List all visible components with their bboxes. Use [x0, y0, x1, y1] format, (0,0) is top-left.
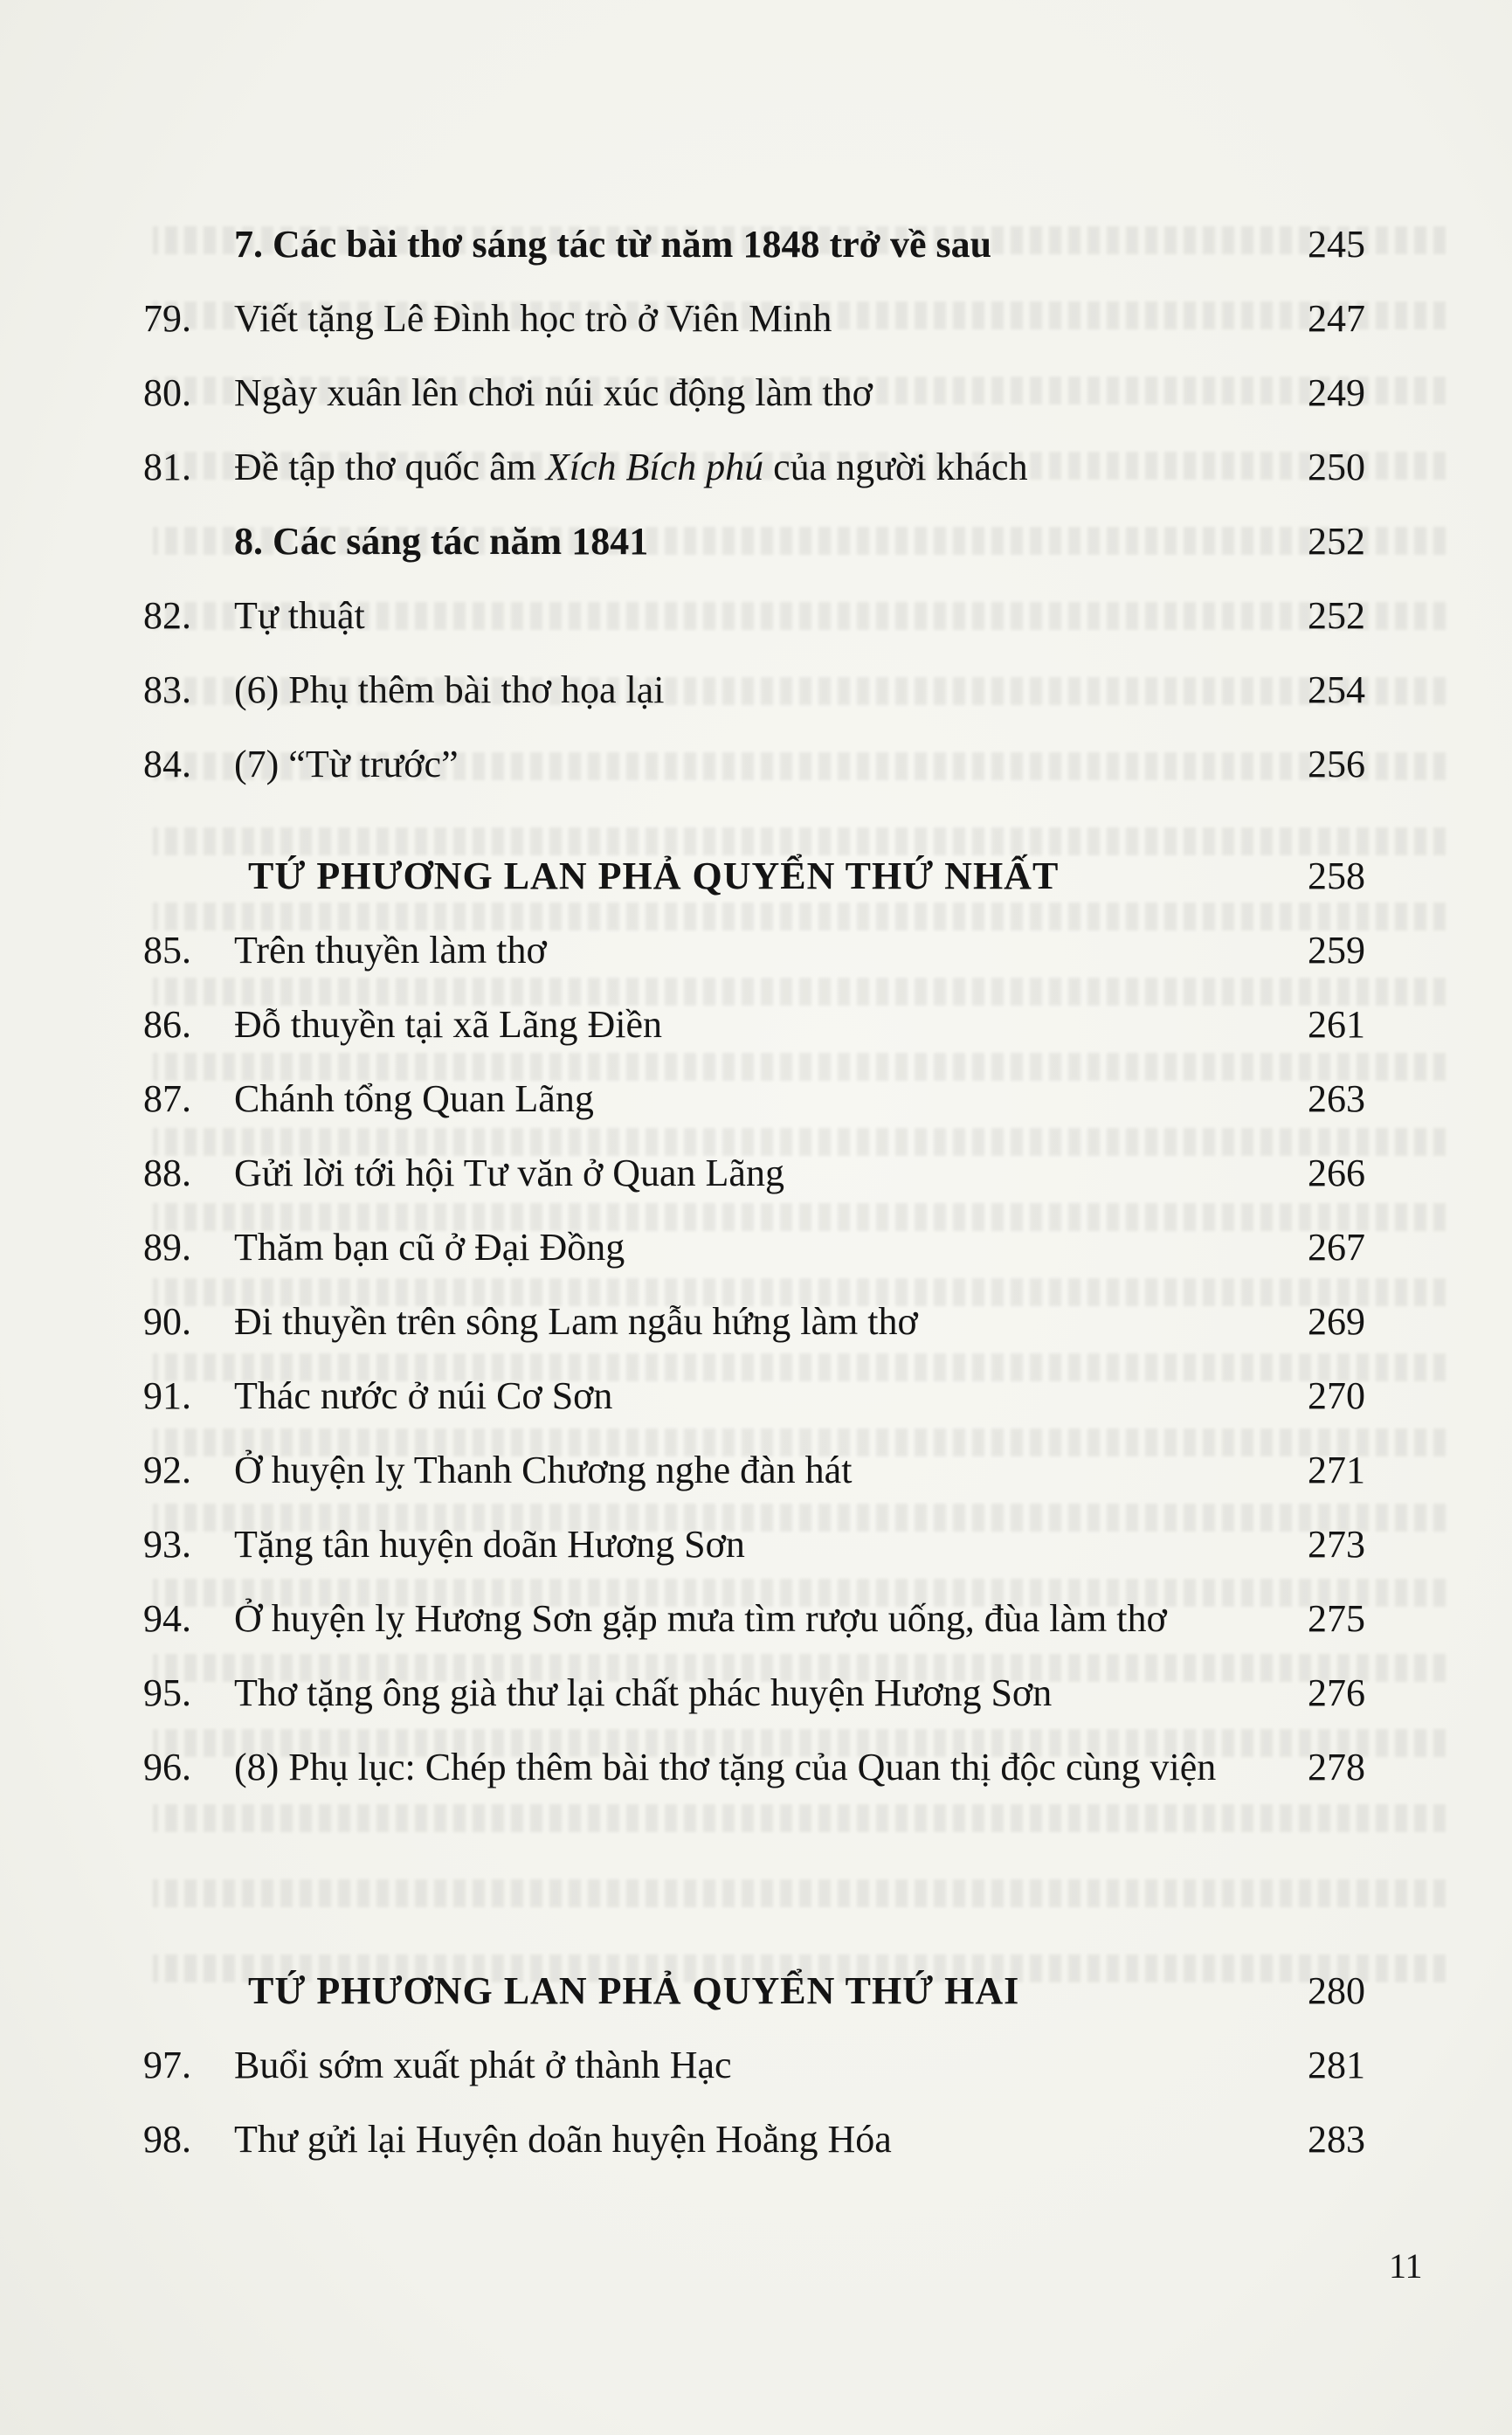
toc-volume-heading: TỨ PHƯƠNG LAN PHẢ QUYỂN THỨ NHẤT: [248, 854, 1060, 897]
toc-entry-row: [0, 994, 1512, 1055]
toc-entry-number: 85.: [143, 929, 191, 972]
toc-entry-number: 88.: [143, 1152, 191, 1194]
toc-entry-row: [0, 1366, 1512, 1427]
toc-entry-row: [0, 2035, 1512, 2096]
toc-entry-title: Thăm bạn cũ ở Đại Đồng: [234, 1226, 625, 1269]
toc-entry-number: 82.: [143, 594, 191, 637]
toc-title-part: Đề tập thơ quốc âm: [234, 446, 546, 488]
toc-entry-row: [0, 1069, 1512, 1130]
toc-heading-row: [0, 1961, 1512, 2022]
toc-entry-row: [0, 920, 1512, 981]
toc-entry-title: (8) Phụ lục: Chép thêm bài thơ tặng của Quan thị độc cùng viện: [234, 1746, 1217, 1788]
toc-entry-row: [0, 288, 1512, 349]
toc-page-number: 276: [1308, 1671, 1365, 1714]
toc-page-number: 247: [1308, 297, 1365, 340]
toc-entry-title: Ở huyện lỵ Thanh Chương nghe đàn hát: [234, 1449, 853, 1491]
toc-page-number: 256: [1308, 743, 1365, 785]
toc-entry-number: 94.: [143, 1597, 191, 1640]
toc-entry-row: [0, 1588, 1512, 1650]
toc-volume-heading: TỨ PHƯƠNG LAN PHẢ QUYỂN THỨ HAI: [248, 1969, 1020, 2012]
toc-entry-number: 98.: [143, 2118, 191, 2161]
toc-page-number: 261: [1308, 1003, 1365, 1046]
toc-entry-row: [0, 1291, 1512, 1352]
toc-entry-row: [0, 437, 1512, 498]
toc-entry-title: Ngày xuân lên chơi núi xúc động làm thơ: [234, 371, 873, 414]
toc-entry-title: Tặng tân huyện doãn Hương Sơn: [234, 1523, 745, 1566]
toc-page-number: 278: [1308, 1746, 1365, 1788]
toc-title-part: của người khách: [763, 446, 1028, 488]
toc-page-number: 252: [1308, 594, 1365, 637]
toc-section-title: 8. Các sáng tác năm 1841: [234, 520, 649, 563]
toc-page-number: 254: [1308, 668, 1365, 711]
page-number-footer: 11: [1389, 2246, 1423, 2286]
toc-entry-title: Trên thuyền làm thơ: [234, 929, 547, 972]
toc-page-number: 252: [1308, 520, 1365, 563]
toc-entry-row: [0, 585, 1512, 647]
toc-page-number: 266: [1308, 1152, 1365, 1194]
toc-entry-number: 96.: [143, 1746, 191, 1788]
toc-page-number: 270: [1308, 1374, 1365, 1417]
toc-entry-number: 84.: [143, 743, 191, 785]
toc-entry-row: [0, 2109, 1512, 2170]
toc-entry-row: [0, 1737, 1512, 1859]
toc-entry-row: [0, 660, 1512, 721]
toc-title-italic: Xích Bích phú: [545, 446, 764, 488]
toc-entry-number: 79.: [143, 297, 191, 340]
toc-entry-row: [0, 1217, 1512, 1278]
toc-entry-number: 92.: [143, 1449, 191, 1491]
toc-entry-row: [0, 734, 1512, 795]
toc-entry-row: [0, 1663, 1512, 1724]
toc-entry-number: 97.: [143, 2044, 191, 2086]
toc-entry-title: Chánh tổng Quan Lãng: [234, 1077, 594, 1120]
toc-entry-number: 91.: [143, 1374, 191, 1417]
toc-page-number: 280: [1308, 1969, 1365, 2012]
toc-page-number: 258: [1308, 854, 1365, 897]
toc-entry-number: 90.: [143, 1300, 191, 1343]
toc-page-number: 267: [1308, 1226, 1365, 1269]
toc-page-number: 263: [1308, 1077, 1365, 1120]
toc-entry-title: (7) “Từ trước”: [234, 743, 459, 785]
toc-page-number: 259: [1308, 929, 1365, 972]
toc-page-number: 269: [1308, 1300, 1365, 1343]
toc-entry-title: Tự thuật: [234, 594, 365, 637]
toc-entry-number: 83.: [143, 668, 191, 711]
toc-entry-row: [0, 1143, 1512, 1204]
toc-entry-number: 93.: [143, 1523, 191, 1566]
toc-page-number: 250: [1308, 446, 1365, 488]
toc-entry-number: 87.: [143, 1077, 191, 1120]
toc-entry-title: Buổi sớm xuất phát ở thành Hạc: [234, 2044, 732, 2086]
toc-entry-title: Thư gửi lại Huyện doãn huyện Hoằng Hóa: [234, 2118, 892, 2161]
toc-entry-number: 89.: [143, 1226, 191, 1269]
toc-section-row: [0, 511, 1512, 572]
toc-section-title: 7. Các bài thơ sáng tác từ năm 1848 trở về sau: [234, 223, 992, 266]
toc-entry-number: 95.: [143, 1671, 191, 1714]
toc-entry-title: Thác nước ở núi Cơ Sơn: [234, 1374, 613, 1417]
toc-entry-title: Đỗ thuyền tại xã Lãng Điền: [234, 1003, 662, 1046]
toc-page-number: 271: [1308, 1449, 1365, 1491]
toc-page-number: 283: [1308, 2118, 1365, 2161]
toc-page-number: 245: [1308, 223, 1365, 266]
toc-entry-title: Ở huyện lỵ Hương Sơn gặp mưa tìm rượu uống, đùa làm thơ: [234, 1597, 1167, 1640]
toc-entry-number: 86.: [143, 1003, 191, 1046]
toc-page-number: 273: [1308, 1523, 1365, 1566]
toc-entry-row: [0, 1514, 1512, 1575]
toc-entry-title: Đi thuyền trên sông Lam ngẫu hứng làm thơ: [234, 1300, 918, 1343]
toc-heading-row: [0, 846, 1512, 907]
toc-entry-row: [0, 363, 1512, 424]
toc-entry-title: Viết tặng Lê Đình học trò ở Viên Minh: [234, 297, 832, 340]
toc-page-number: 249: [1308, 371, 1365, 414]
toc-entry-title: [234, 437, 1282, 498]
toc-entry-title: Gửi lời tới hội Tư văn ở Quan Lãng: [234, 1152, 784, 1194]
toc-entry-number: 81.: [143, 446, 191, 488]
toc-entry-number: 80.: [143, 371, 191, 414]
toc-page-number: 275: [1308, 1597, 1365, 1640]
toc-entry-title: Thơ tặng ông già thư lại chất phác huyện Hương Sơn: [234, 1671, 1053, 1714]
toc-section-row: [0, 214, 1512, 275]
toc-entry-title: (6) Phụ thêm bài thơ họa lại: [234, 668, 665, 711]
toc-page-number: 281: [1308, 2044, 1365, 2086]
toc-entry-row: [0, 1440, 1512, 1501]
